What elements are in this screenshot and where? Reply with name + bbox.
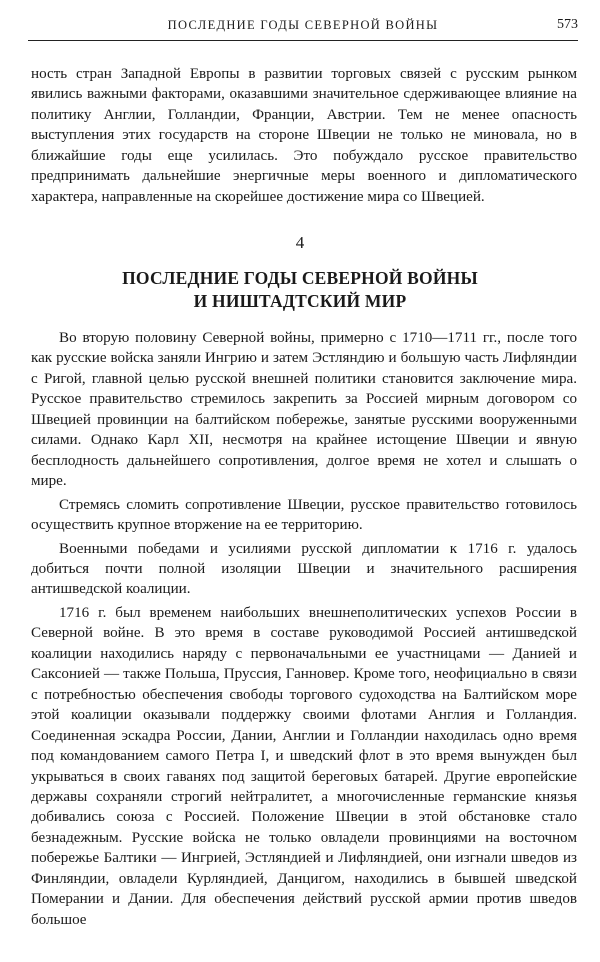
page-number: 573	[557, 17, 578, 32]
section-body	[31, 328, 577, 930]
section-number: 4	[295, 233, 305, 252]
intro-paragraph: ность стран Западной Европы в развитии торговых связей с русским рынком явились важными факторами, оказавшими значительное сдерживающее влияние на политику Англии, Голландии, Франции, Австрии. Тем не менее опасность выступления этих государств на стороне Швеции не только не миновала, но в ближайшие годы еще усилилась. Это побуждало русское правительство предпринимать дальнейшие энергичные меры военного и дипломатического характера, направленные на скорейшее достижение мира со Швецией.	[31, 66, 577, 205]
section-title-line-2: И НИШТАДТСКИЙ МИР	[193, 291, 407, 311]
paragraph-4: 1716 г. был временем наибольших внешнеполитических успехов России в Северной войне. В это время в составе руководимой Россией антишведской коалиции находились наряду с первоначальными ее участницами — Данией и Саксонией — также Польша, Пруссия, Ганновер. Кроме того, неофициально в связи с потребностью обеспечения свободы торгового судоходства на Балтийском море этой коалиции оказывали поддержку своими флотами Англия и Голландия. Соединенная эскадра России, Дании, Англии и Голландии находилась одно время под командованием самого Петра I, и шведский флот в это время вынужден был укрываться в своих гаванях под защитой береговых батарей. Другие европейские державы сохраняли строгий нейтралитет, а многочисленные германские князья добивались союза с Россией. Положение Швеции в этой обстановке стало безнадежным. Русские войска не только овладели провинциями на восточном побережье Балтики — Ингрией, Эстляндией и Лифляндией, они изгнали шведов из Финляндии, овладели Курляндией, Данцигом, находились в бывшей шведской Померании и Дании. Для обеспечения действий русской армии против шведов большое	[31, 604, 577, 928]
running-header	[28, 16, 578, 41]
section-title-line-1: ПОСЛЕДНИЕ ГОДЫ СЕВЕРНОЙ ВОЙНЫ	[122, 268, 478, 288]
paragraph-3: Военными победами и усилиями русской дипломатии к 1716 г. удалось добиться почти полной изоляции Швеции и значительного расширения антишведской коалиции.	[31, 540, 577, 598]
paragraph-1: Во вторую половину Северной войны, примерно с 1710—1711 гг., после того как русские войска заняли Ингрию и затем Эстляндию и большую часть Лифляндии с Ригой, главной целью русской внешней политики становится заключение мира. Русское правительство стремилось закрепить за Россией мирным договором со Швецией провинции на балтийском побережье, занятые русскими вооруженными силами. Однако Карл XII, несмотря на крайнее истощение Швеции и явную бесплодность дальнейшего сопротивления, долгое время не хотел и слышать о мире.	[31, 330, 577, 490]
running-title: ПОСЛЕДНИЕ ГОДЫ СЕВЕРНОЙ ВОЙНЫ	[167, 18, 439, 32]
intro-text-block	[31, 64, 577, 207]
paragraph-2: Стремясь сломить сопротивление Швеции, русское правительство готовилось осуществить крупное вторжение на ее территорию.	[31, 496, 577, 534]
